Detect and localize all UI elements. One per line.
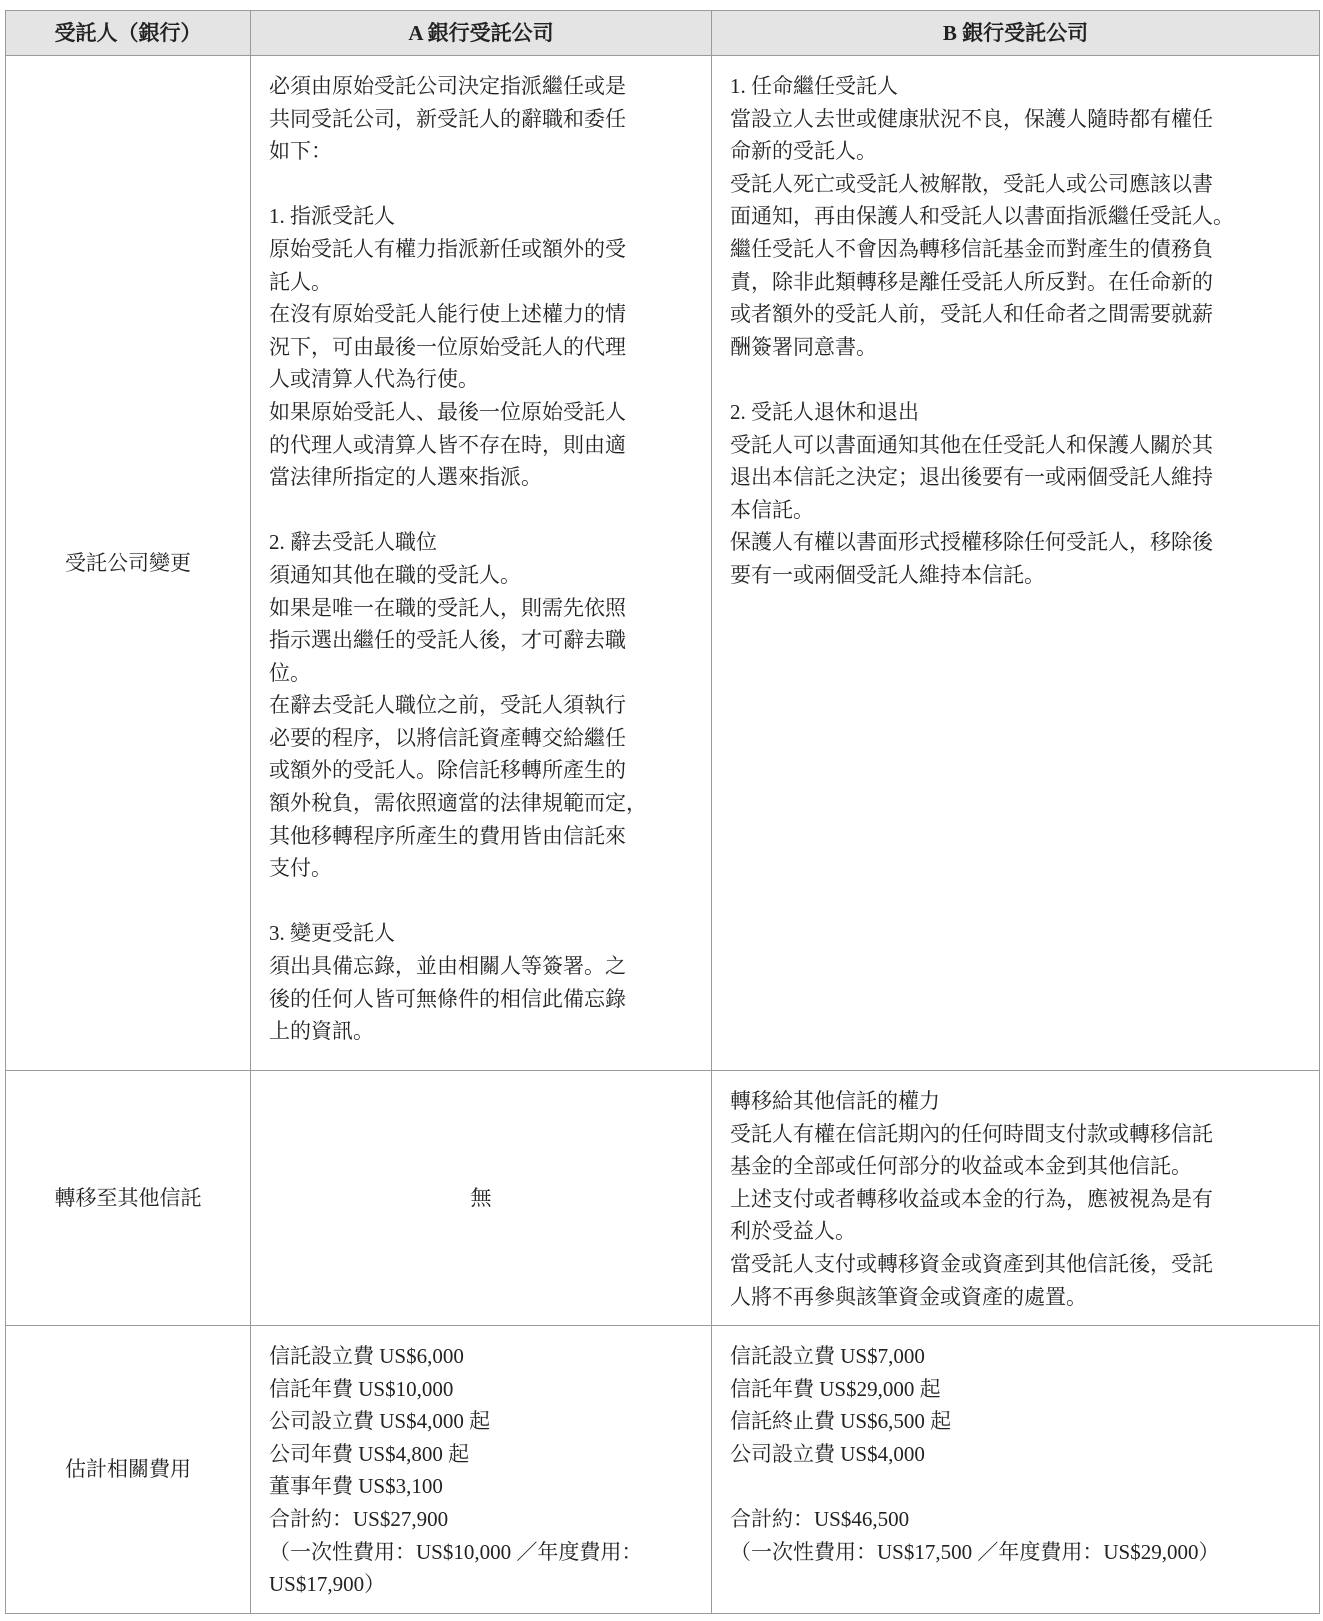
text-line: 指示選出繼任的受託人後，才可辭去職 <box>269 628 626 653</box>
header-bank-b: B 銀行受託公司 <box>712 11 1320 56</box>
text-line: 公司設立費 US$4,000 <box>730 1441 925 1466</box>
text-line: 在沒有原始受託人能行使上述權力的情 <box>269 302 626 327</box>
text-line: 當受託人支付或轉移資金或資產到其他信託後，受託 <box>730 1251 1213 1276</box>
text-line: 須出具備忘錄，並由相關人等簽署。之 <box>269 954 626 979</box>
row-label: 轉移至其他信託 <box>6 1071 251 1326</box>
table-row-estimated-fees <box>6 1326 1320 1614</box>
text-line: 共同受託公司，新受託人的辭職和委任 <box>269 106 626 131</box>
text-line: 必須由原始受託公司決定指派繼任或是 <box>269 74 626 98</box>
text-line: 如果是唯一在職的受託人，則需先依照 <box>269 595 626 620</box>
text-line <box>269 885 695 918</box>
text-line: 上述支付或者轉移收益或本金的行為，應被視為是有 <box>730 1186 1213 1211</box>
bank-b-cell <box>712 1071 1320 1326</box>
text-line: 酬簽署同意書。 <box>730 334 877 359</box>
text-line: （一次性費用：US$10,000 ／年度費用： <box>269 1539 643 1564</box>
text-line: 保護人有權以書面形式授權移除任何受託人，移除後 <box>730 530 1213 555</box>
text-line: 受託人死亡或受託人被解散，受託人或公司應該以書 <box>730 171 1213 196</box>
text-line <box>730 1470 1303 1503</box>
text-line: 信託終止費 US$6,500 起 <box>730 1409 952 1434</box>
header-row <box>6 11 1320 56</box>
text-line: 位。 <box>269 660 311 685</box>
text-line: 退出本信託之決定；退出後要有一或兩個受託人維持 <box>730 465 1213 490</box>
text-line: 上的資訊。 <box>269 1019 374 1044</box>
text-line: 信託設立費 US$6,000 <box>269 1344 464 1368</box>
text-line: 基金的全部或任何部分的收益或本金到其他信託。 <box>730 1154 1192 1179</box>
text-line: 人或清算人代為行使。 <box>269 367 479 392</box>
text-line: 責，除非此類轉移是離任受託人所反對。在任命新的 <box>730 269 1213 294</box>
text-line <box>269 494 695 527</box>
text-line <box>269 168 695 201</box>
text-line: 董事年費 US$3,100 <box>269 1474 443 1499</box>
text-line: 後的任何人皆可無條件的相信此備忘錄 <box>269 986 626 1011</box>
text-line: 額外稅負，需依照適當的法律規範而定， <box>269 791 647 816</box>
bank-a-cell <box>251 56 712 1071</box>
text-line: 信託年費 US$10,000 <box>269 1376 454 1401</box>
text-line: 利於受益人。 <box>730 1219 856 1244</box>
text-line: 的代理人或清算人皆不存在時，則由適 <box>269 432 626 457</box>
text-line: 必要的程序，以將信託資產轉交給繼任 <box>269 725 626 750</box>
text-line: 受託人有權在信託期內的任何時間支付款或轉移信託 <box>730 1121 1213 1146</box>
text-line: 轉移給其他信託的權力 <box>730 1089 940 1113</box>
text-line: 繼任受託人不會因為轉移信託基金而對產生的債務負 <box>730 236 1213 261</box>
text-line: 面通知，再由保護人和受託人以書面指派繼任受託人。 <box>730 204 1234 229</box>
header-trustee-bank: 受託人（銀行） <box>6 11 251 56</box>
text-line: 或額外的受託人。除信託移轉所產生的 <box>269 758 626 783</box>
text-line: 1. 任命繼任受託人 <box>730 74 898 98</box>
bank-b-cell <box>712 56 1320 1071</box>
bank-a-cell <box>251 1326 712 1614</box>
text-line: 公司年費 US$4,800 起 <box>269 1441 470 1466</box>
text-line: 其他移轉程序所產生的費用皆由信託來 <box>269 823 626 848</box>
row-label: 受託公司變更 <box>6 56 251 1071</box>
text-line: 如果原始受託人、最後一位原始受託人 <box>269 399 626 424</box>
header-bank-a: A 銀行受託公司 <box>251 11 712 56</box>
text-line: 在辭去受託人職位之前，受託人須執行 <box>269 693 626 718</box>
text-line: 3. 變更受託人 <box>269 921 395 946</box>
text-line: 人將不再參與該筆資金或資產的處置。 <box>730 1284 1087 1309</box>
row-label: 估計相關費用 <box>6 1326 251 1614</box>
text-line: 合計約：US$27,900 <box>269 1506 449 1531</box>
text-line: 原始受託人有權力指派新任或額外的受 <box>269 236 626 261</box>
text-line: 受託人可以書面通知其他在任受託人和保護人關於其 <box>730 432 1213 457</box>
text-line: 信託年費 US$29,000 起 <box>730 1376 941 1401</box>
text-line: 合計約：US$46,500 <box>730 1506 910 1531</box>
text-line: 公司設立費 US$4,000 起 <box>269 1409 491 1434</box>
text-line: 如下： <box>269 139 332 164</box>
text-line: 本信託。 <box>730 497 814 522</box>
text-line: 當法律所指定的人選來指派。 <box>269 465 542 490</box>
text-line: 2. 辭去受託人職位 <box>269 530 437 555</box>
bank-b-cell <box>712 1326 1320 1614</box>
text-line: 1. 指派受託人 <box>269 204 395 229</box>
bank-a-cell: 無 <box>251 1071 712 1326</box>
trust-comparison-table <box>5 10 1320 1614</box>
table-row-trustee-change <box>6 56 1320 1071</box>
text-line <box>730 363 1303 396</box>
text-line: 況下，可由最後一位原始受託人的代理 <box>269 334 626 359</box>
table-row-transfer-to-other-trust <box>6 1071 1320 1326</box>
text-line: 或者額外的受託人前，受託人和任命者之間需要就薪 <box>730 302 1213 327</box>
text-line: 須通知其他在職的受託人。 <box>269 562 521 587</box>
text-line: US$17,900） <box>269 1572 386 1597</box>
text-line: 2. 受託人退休和退出 <box>730 399 919 424</box>
text-line: 要有一或兩個受託人維持本信託。 <box>730 562 1045 587</box>
text-line: 命新的受託人。 <box>730 139 877 164</box>
text-line: 託人。 <box>269 269 332 294</box>
text-line: 當設立人去世或健康狀況不良，保護人隨時都有權任 <box>730 106 1213 131</box>
text-line: 支付。 <box>269 856 332 881</box>
text-line: 信託設立費 US$7,000 <box>730 1344 925 1368</box>
text-line: （一次性費用：US$17,500 ／年度費用：US$29,000） <box>730 1539 1220 1564</box>
